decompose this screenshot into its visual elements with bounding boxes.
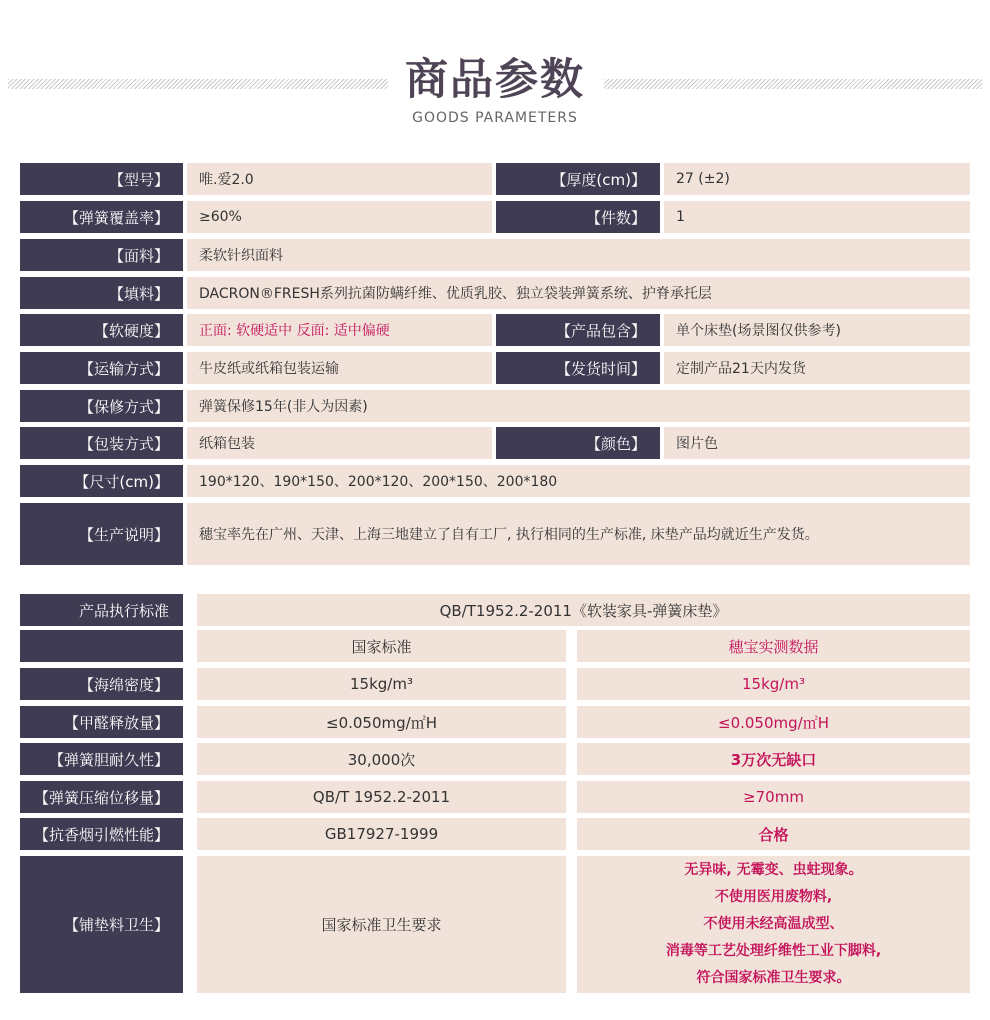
- warranty-value: 弹簧保修15年(非人为因素): [187, 390, 970, 422]
- model-value: 唯.爱2.0: [187, 163, 492, 195]
- package-content-value: 单个床垫(场景图仅供参考): [664, 314, 970, 346]
- filling-label: 【填料】: [20, 277, 183, 309]
- hygiene-measured-line: 不使用未经高温成型、: [703, 916, 844, 932]
- standard-row-measured: 3万次无缺口: [577, 743, 970, 775]
- hygiene-measured-line: 消毒等工艺处理纤维性工业下脚料,: [665, 943, 882, 959]
- delivery-label: 【发货时间】: [496, 352, 660, 384]
- color-label: 【颜色】: [496, 427, 660, 459]
- production-value: 穗宝率先在广州、天津、上海三地建立了自有工厂, 执行相同的生产标准, 床垫产品均就近生产发货。: [187, 503, 970, 565]
- firmness-value: 正面: 软硬适中 反面: 适中偏硬: [187, 314, 492, 346]
- model-label: 【型号】: [20, 163, 183, 195]
- fabric-label: 【面料】: [20, 239, 183, 271]
- standard-row-label: 【弹簧压缩位移量】: [20, 781, 183, 813]
- size-label: 【尺寸(cm)】: [20, 465, 183, 497]
- filling-value: DACRON®FRESH系列抗菌防螨纤维、优质乳胶、独立袋装弹簧系统、护脊承托层: [187, 277, 970, 309]
- standard-header-blank: [20, 630, 183, 662]
- firmness-label: 【软硬度】: [20, 314, 183, 346]
- header-decoration-left: [8, 79, 388, 89]
- standard-row-label: 【甲醛释放量】: [20, 706, 183, 738]
- color-value: 图片色: [664, 427, 970, 459]
- standard-row-measured: ≤0.050mg/㎡H: [577, 706, 970, 738]
- standard-row-national: 30,000次: [197, 743, 566, 775]
- delivery-value: 定制产品21天内发货: [664, 352, 970, 384]
- fabric-value: 柔软针织面料: [187, 239, 970, 271]
- packing-label: 【包装方式】: [20, 427, 183, 459]
- hygiene-label: 【铺垫料卫生】: [20, 856, 183, 993]
- standard-label: 产品执行标准: [20, 594, 183, 626]
- page-subtitle: GOODS PARAMETERS: [412, 110, 578, 126]
- size-value: 190*120、190*150、200*120、200*150、200*180: [187, 465, 970, 497]
- standard-row-measured: 合格: [577, 818, 970, 850]
- spring-cover-value: ≥60%: [187, 201, 492, 233]
- page-title: 商品参数: [405, 55, 585, 105]
- standard-value: QB/T1952.2-2011《软装家具-弹簧床垫》: [197, 594, 970, 626]
- spring-cover-label: 【弹簧覆盖率】: [20, 201, 183, 233]
- shipping-label: 【运输方式】: [20, 352, 183, 384]
- thickness-label: 【厚度(cm)】: [496, 163, 660, 195]
- shipping-value: 牛皮纸或纸箱包装运输: [187, 352, 492, 384]
- standard-row-national: 15kg/m³: [197, 668, 566, 700]
- national-standard-header: 国家标准: [197, 630, 566, 662]
- standard-row-measured: 15kg/m³: [577, 668, 970, 700]
- standard-row-national: QB/T 1952.2-2011: [197, 781, 566, 813]
- pieces-label: 【件数】: [496, 201, 660, 233]
- package-content-label: 【产品包含】: [496, 314, 660, 346]
- packing-value: 纸箱包装: [187, 427, 492, 459]
- hygiene-measured-line: 无异味, 无霉变、虫蛀现象。: [684, 862, 863, 878]
- standard-row-national: ≤0.050mg/㎡H: [197, 706, 566, 738]
- standard-row-label: 【抗香烟引燃性能】: [20, 818, 183, 850]
- hygiene-national: 国家标准卫生要求: [197, 856, 566, 993]
- standard-row-label: 【海绵密度】: [20, 668, 183, 700]
- pieces-value: 1: [664, 201, 970, 233]
- measured-data-header: 穗宝实测数据: [577, 630, 970, 662]
- standard-row-label: 【弹簧胆耐久性】: [20, 743, 183, 775]
- production-label: 【生产说明】: [20, 503, 183, 565]
- standard-row-national: GB17927-1999: [197, 818, 566, 850]
- thickness-value: 27 (±2): [664, 163, 970, 195]
- hygiene-measured-line: 符合国家标准卫生要求。: [696, 970, 851, 986]
- warranty-label: 【保修方式】: [20, 390, 183, 422]
- hygiene-measured-line: 不使用医用废物料,: [714, 889, 833, 905]
- header-decoration-right: [604, 79, 982, 89]
- standard-row-measured: ≥70mm: [577, 781, 970, 813]
- hygiene-measured: [577, 856, 970, 993]
